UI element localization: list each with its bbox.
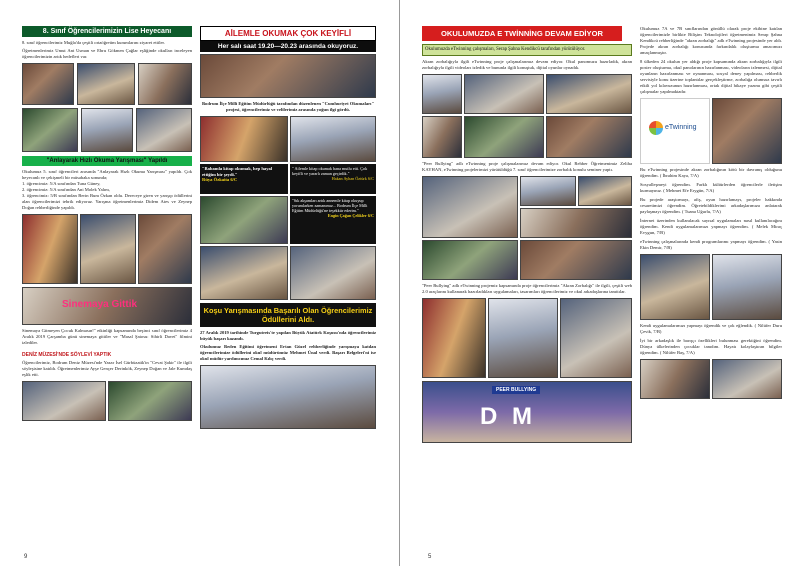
left-column-1 [22, 26, 192, 551]
etwinning-caption2: "Peer Bullying" adlı eTwinning projemiz kapsamında proje öğrencilerimiz "Akran Zorbalığı" ile ilgili, çeşitli web 2.0 araçlarını kullanarak hazırladıkları uygulamaları, tasarımları öğrencilerimiz ve okul arkadaşlarına tanıttılar. [422, 283, 632, 294]
right-page [400, 0, 800, 566]
photo [200, 54, 376, 98]
photo [520, 176, 576, 206]
aile-quote2-name: Hakan Ayhan Öztürk 6/C [331, 176, 374, 181]
photo [578, 176, 632, 206]
etwinning-logo-icon [649, 121, 663, 135]
hizli-okuma-title: "Anlayarak Hızlı Okuma Yarışması" Yapıldı [22, 156, 192, 166]
etwinning-quote4: İnternet üzerinden kullanılacak sayısal uygulamaları nasıl kullanılacağını öğrendim. Kendi uygulamalarımızı yapmayı öğrendim. ( Melek Miraç Evygun, 7/B) [640, 218, 782, 235]
photo [520, 240, 632, 280]
deniz-title: DENİZ MÜZESİ'NDE SÖYLEVİ YAPTIK [22, 352, 112, 358]
kosu-p2: Okulumuz Beden Eğitimi öğretmeni Ertan Güzel rehberliğinde yarışmaya katılan öğrencilerimize ödüllerini okul müdürümüz Mehmet Ünal verdi. Başarı Belgeleri'ni ise okul müdür yardımcımız Cemal Kılıç verdi. [200, 344, 376, 361]
photo [712, 98, 782, 164]
etwinning-quote3: Bu projede araştırmayı, afiş, oyun hazırlamayı, projeler hakkında cesaretimizi öğrendim. Öğretebildiklerimi arkadaşlarımıza anlatarak paylaşmayı öğrendim. ( Tuana Uğurlu, 7/A) [640, 197, 782, 214]
aile-quote3-box [290, 196, 376, 244]
lise-title: 8. Sınıf Öğrencilerimizin Lise Heyecanı [22, 26, 192, 37]
aile-quote3: "Sık akşamları artık annemle kitap okuyup yorumlarken zamanımız... Bodrum İlçe Milli Eğitim Müdürlüğü'ne teşekkür ederim." [292, 198, 368, 213]
photo [290, 116, 376, 162]
aile-bottom-photos [200, 246, 376, 300]
etwinning-quote6: Kendi uygulamalarımızı yapmayı öğrendik ve çok eğlendik. ( Nilüfer Duru Çevik, 7/B) [640, 323, 782, 334]
photo [22, 108, 78, 152]
hizli-okuma-p4: 3. öğrencimiz: 5/B sınıfından Berin Bum Özkan oldu. Dereceye giren ve yarışıp ödüllerini alan öğrencilerimizi tebrik ediyoruz. Yarışma öğretmenlerimiz Didem Ates ve Zeynep Doğan rehberliğinde yapıldı. [22, 193, 192, 210]
sinema-title: Sinemaya Gittik [62, 299, 138, 310]
photo [464, 74, 544, 114]
etwinning-banner-photo [422, 381, 632, 443]
photo [290, 246, 376, 300]
photo [464, 116, 544, 158]
photo [546, 116, 632, 158]
lise-p2: Öğretmenlerimiz Umut Ant Usman ve Ebru Gökmen Çağlar eşliğinde okulları inceleyen öğrencilerimizin artık hedefleri var. [22, 48, 192, 59]
photo [422, 74, 462, 114]
sinema-photo-block [22, 287, 192, 325]
photo [22, 381, 106, 421]
aile-collage [200, 116, 376, 244]
kosu-p1: 27 Aralık 2019 tarihinde Turgutreis'te yapılan Büyük Atatürk Koşusu'nda öğrencilerimiz büyük başarı kazandı. [200, 330, 376, 341]
etwinning-side-intro: Okulumuz 7A ve 7B sınıflarından gönüllü olarak proje ekibine katılan öğrencilerimizle birlikte Bilişim Teknolojileri öğretmenimiz Serap Şahna Kendikcü rehberliğinde "akran zorbalığı" adlı eTwinning projesinde yer aldı. Projede akran zorbalığı konusunda farkındalık oluşturma amacımızı amaçlanmıştır. [640, 26, 782, 55]
aile-quote1-name: Rüya Özkaita 6/C [202, 177, 238, 182]
page-number-left: 9 [24, 554, 28, 560]
lise-p1: 8. sınıf öğrencilerimiz Muğla'da çeşitli ortaöğretim kurumlarını ziyaret ettiler. [22, 40, 165, 45]
etwinning-logo-block [640, 98, 782, 164]
hizli-okuma-p2: 1. öğrencimiz: 5/A sınıfından Tuna Güney, [22, 181, 101, 186]
aile-quote1-box [200, 164, 288, 194]
photo [488, 298, 558, 378]
deniz-p1: Öğrencilerimiz, Bodrum Deniz Müzesi'nde Yazar İsel Gürbüzatik'in "Cevat Şakir" ile ilgili söyleşisine katıldı. Öğretmenlerimiz Ayşe Gençer Derinkök, Zeynep Doğan ve Jale Kumdaş eşlik etti. [22, 360, 192, 377]
photo [422, 298, 486, 378]
etwinning-logo-box [640, 98, 710, 164]
kosu-photo-block [200, 365, 376, 429]
photo [81, 108, 133, 152]
deniz-photos [22, 381, 192, 421]
kosu-header [200, 303, 376, 327]
etwinning-quote2: Sosyalleşmeyi öğrendim. Farklı kültürlerden öğrencilerle iletişim kurmayınız. ( Mehmet Efe Erygün, 7/A) [640, 182, 782, 193]
etwinning-intro: Okulumuzda eTwinning çalışmaları, Serap Şahna Kendikcü tarafından yürütülüyor. [422, 44, 632, 56]
sinema-p1: Sinemaya Gitmeyen Çocuk Kalmasın!" etkinliği kapsamında beşinci sınıf öğrencilerimiz 4 Aralık 2019 Çarşamba günü sinemaya gittiler ve "Masal Şatosu: Sihirli Davet" filmini izlediler. [22, 328, 192, 345]
photo [640, 359, 710, 399]
photo [80, 214, 136, 284]
photo [77, 63, 135, 105]
photo [422, 240, 518, 280]
photo [138, 214, 192, 284]
aile-title: AİLEMLE OKUMAK ÇOK KEYİFLİ [224, 29, 352, 38]
kosu-title: Koşu Yarışmasında Başarılı Olan Öğrencilerimiz Ödüllerini Aldı. [203, 306, 373, 324]
photo [712, 254, 782, 320]
aile-quote1: "Babamla kitap okumak, hep hayal ettiğim bir şeydi." [202, 166, 273, 177]
etwinning-photo-grid-1 [422, 74, 632, 158]
kosu-photo [200, 365, 376, 429]
photo [560, 298, 632, 378]
etwinning-quote1: Bu eTwinning projesinde akran zorbalığının kötü bir davranış olduğunu öğrendim. ( İbrahim Kaya, 7/A) [640, 167, 782, 178]
photo [640, 254, 710, 320]
etwinning-side-bottom-photos [640, 359, 782, 399]
aile-quote2: " Ailemle kitap okumak bana mutlu etti. Çok keyifli ve yararlı zaman geçirdik." [292, 166, 368, 176]
aile-quote2-box [290, 164, 376, 194]
photo [712, 359, 782, 399]
etwinning-logo-text: eTwinning [665, 124, 697, 131]
photo [200, 246, 288, 300]
photo [520, 208, 632, 238]
aile-header [200, 26, 376, 41]
photo [22, 63, 74, 105]
hizli-okuma-photos [22, 214, 192, 284]
aile-p1: Bodrum İlçe Milli Eğitim Müdürlüğü tarafından düzenlenen "Cumhuriyet Okumaları" projesi, öğrencilerimiz ve velilerimiz arasında yoğun ilgi gördü. [201, 101, 375, 112]
hizli-okuma-p1: Okulumuz 5. sınıf öğrencileri arasında "Anlayarak Hızlı Okuma Yarışması" yapıldı. Çok heyecanlı ve çekişmeli bir müsabaka sonunda; [22, 169, 192, 180]
photo [200, 116, 288, 162]
aile-quote3-name: Engin Çağan Çelikler 6/C [327, 213, 374, 218]
lise-photos [22, 63, 192, 153]
photo [22, 214, 78, 284]
banner-letters: D M [480, 403, 536, 430]
left-column-2 [200, 26, 376, 551]
etwinning-side-p2: 8 ülkeden 24 okulun yer aldığı proje kapsamında akran zorbalığıyla ilgili poster oluşturma, okul panolarının hazırlanması, videoların izlenmesi, dijital oyunların hazırlanması ve oynanması, sosyal deney yapılması, rehberlik servisiyle konu üzerine toplantılar gerçekleştirme, zorbalığa olumsuz tavırlı etkili yol kılavuzunun hazırlanması, ortak dijital hikaye yazımı gibi çeşitli çalışmalar yapılmaktadır. [640, 59, 782, 94]
photo [200, 196, 288, 244]
etwinning-photo-grid-3 [422, 298, 632, 378]
etwinning-main-column [422, 44, 632, 554]
peer-bullying-label: PEER BULLYING [492, 386, 540, 394]
etwinning-side-photos [640, 254, 782, 320]
photo [138, 63, 192, 105]
page-number-right: 5 [428, 554, 432, 560]
photo [422, 176, 518, 238]
photo [422, 116, 462, 158]
photo [108, 381, 192, 421]
etwinning-photo-grid-2 [422, 176, 632, 280]
etwinning-quote7: İyi bir arkadaşlık ile barışçı özellikleri bulunması gerektiğini öğrendim. Dünya ülkelerinden çocuklar tanıdım. Hayatı kolaylaştıran bilgiler öğrendim. ( Nilüfer Baş, 7/A) [640, 338, 782, 355]
aile-subtitle: Her salı saat 19.20—20.23 arasında okuyoruz. [200, 41, 376, 52]
etwinning-p1: Akran zorbalığıyla ilgili eTwinning proje çalışmalarımız devam ediyor. Okul panomuzu hazırladık, akran zorbalığıyla ilgili videoları izledik ve bununla ilgili konuştuk, dijital oyunlar oynadık. [422, 59, 632, 70]
hizli-okuma-p3: 2. öğrencimiz: 5/A sınıfından Ani Molek Yalım, [22, 187, 110, 192]
aile-top-photo [200, 54, 376, 98]
etwinning-caption1: "Peer Bullying" adlı eTwinning proje çalışmalarımız devam ediyor. Okul Rehber Öğretmenimiz Zeliha KAYHAN, eTwinning projelerimizi yürütüldüğü 7. sınıf öğrencilerimize zorbalık konulu seminer yaptı. [422, 161, 632, 172]
etwinning-side-column [640, 26, 782, 551]
etwinning-quote5: eTwinning çalışmalarında kendi programlarımı yapmayı öğrendim. ( Yasin Ekin Demir, 7/B) [640, 239, 782, 250]
photo [546, 74, 632, 114]
photo [136, 108, 192, 152]
etwinning-title: OKULUMUZDA E TWİNNİNG DEVAM EDİYOR [422, 26, 622, 41]
